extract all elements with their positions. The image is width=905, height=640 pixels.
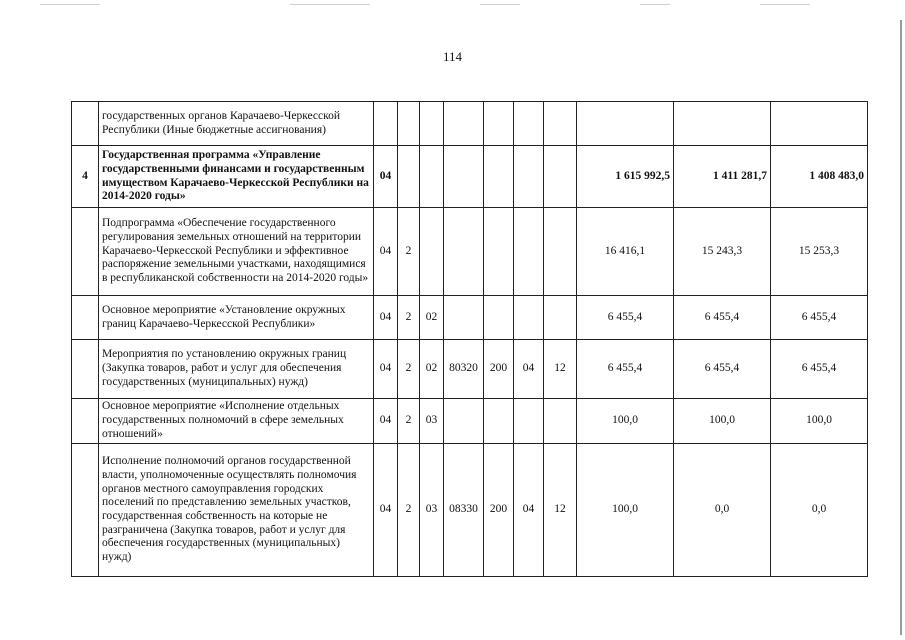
scan-mark: [760, 4, 810, 5]
code-expense-type: [484, 208, 514, 296]
code-subprogram: 2: [398, 340, 420, 399]
table-row: [72, 146, 868, 208]
code-subprogram: 2: [398, 444, 420, 577]
amount-year-3: 0,0: [771, 444, 868, 577]
code-expense-type: 200: [484, 340, 514, 399]
amount-year-1: 100,0: [577, 444, 674, 577]
code-activity: [420, 208, 444, 296]
amount-year-2: 1 411 281,7: [674, 146, 771, 208]
page-number: 114: [442, 49, 463, 64]
amount-year-2: 100,0: [674, 399, 771, 444]
row-name: Исполнение полномочий органов государственной власти, уполномоченные осуществлять полномочия органов местного самоуправления городских поселений по представлению земельных участков, государственная собственность на которые не разграничена (Закупка товаров, работ и услуг для обеспечения государственных (муниципальных) нужд): [99, 444, 374, 577]
amount-year-3: 6 455,4: [771, 340, 868, 399]
code-direction: [444, 146, 484, 208]
code-section: [514, 296, 544, 340]
amount-year-1: 16 416,1: [577, 208, 674, 296]
code-direction: [444, 296, 484, 340]
scan-mark: [480, 4, 520, 5]
code-expense-type: [484, 102, 514, 146]
code-subprogram: [398, 102, 420, 146]
amount-year-1: 6 455,4: [577, 340, 674, 399]
row-name: Основное мероприятие «Установление окружных границ Карачаево-Черкесской Республики»: [99, 296, 374, 340]
code-subsection: 12: [544, 444, 577, 577]
row-index: [72, 208, 99, 296]
table-row: [72, 340, 868, 399]
row-name: Государственная программа «Управление государственными финансами и государственным имуществом Карачаево-Черкесской Республики на 2014-2020 годы»: [99, 146, 374, 208]
code-expense-type: 200: [484, 444, 514, 577]
code-activity: 02: [420, 340, 444, 399]
amount-year-1: [577, 102, 674, 146]
code-subprogram: [398, 146, 420, 208]
table-row: [72, 208, 868, 296]
row-name: государственных органов Карачаево-Черкесской Республики (Иные бюджетные ассигнования): [99, 102, 374, 146]
code-section: [514, 399, 544, 444]
code-program: 04: [374, 146, 398, 208]
code-subsection: [544, 296, 577, 340]
amount-year-3: 15 253,3: [771, 208, 868, 296]
code-expense-type: [484, 399, 514, 444]
amount-year-2: [674, 102, 771, 146]
code-subprogram: 2: [398, 296, 420, 340]
code-program: 04: [374, 296, 398, 340]
code-expense-type: [484, 296, 514, 340]
table-row: [72, 102, 868, 146]
code-subsection: 12: [544, 340, 577, 399]
code-section: [514, 146, 544, 208]
amount-year-1: 1 615 992,5: [577, 146, 674, 208]
amount-year-2: 15 243,3: [674, 208, 771, 296]
code-subsection: [544, 208, 577, 296]
row-index: 4: [72, 146, 99, 208]
code-direction: [444, 208, 484, 296]
scan-mark: [290, 4, 370, 5]
scan-mark: [40, 4, 100, 5]
code-activity: [420, 146, 444, 208]
code-activity: 02: [420, 296, 444, 340]
amount-year-2: 0,0: [674, 444, 771, 577]
code-section: 04: [514, 444, 544, 577]
code-section: 04: [514, 340, 544, 399]
amount-year-3: 100,0: [771, 399, 868, 444]
code-subsection: [544, 399, 577, 444]
code-direction: 08330: [444, 444, 484, 577]
row-name: Основное мероприятие «Исполнение отдельных государственных полномочий в сфере земельных отношений»: [99, 399, 374, 444]
table-row: [72, 444, 868, 577]
code-subsection: [544, 146, 577, 208]
row-name: Подпрограмма «Обеспечение государственного регулирования земельных отношений на территории Карачаево-Черкесской Республики и эффективное распоряжение земельными участками, находящимися в республиканской собственности на 2014-2020 годы»: [99, 208, 374, 296]
code-program: 04: [374, 399, 398, 444]
code-program: 04: [374, 444, 398, 577]
code-direction: [444, 399, 484, 444]
amount-year-2: 6 455,4: [674, 340, 771, 399]
code-activity: 03: [420, 399, 444, 444]
budget-table: [71, 101, 868, 577]
table-row: [72, 399, 868, 444]
amount-year-1: 6 455,4: [577, 296, 674, 340]
scan-mark: [640, 4, 670, 5]
code-program: 04: [374, 340, 398, 399]
row-index: [72, 444, 99, 577]
row-name: Мероприятия по установлению окружных границ (Закупка товаров, работ и услуг для обеспечения государственных (муниципальных) нужд): [99, 340, 374, 399]
code-activity: [420, 102, 444, 146]
amount-year-3: 6 455,4: [771, 296, 868, 340]
table-row: [72, 296, 868, 340]
code-program: [374, 102, 398, 146]
row-index: [72, 296, 99, 340]
code-expense-type: [484, 146, 514, 208]
amount-year-2: 6 455,4: [674, 296, 771, 340]
code-direction: [444, 102, 484, 146]
code-activity: 03: [420, 444, 444, 577]
code-section: [514, 102, 544, 146]
amount-year-1: 100,0: [577, 399, 674, 444]
amount-year-3: [771, 102, 868, 146]
code-direction: 80320: [444, 340, 484, 399]
amount-year-3: 1 408 483,0: [771, 146, 868, 208]
row-index: [72, 102, 99, 146]
code-program: 04: [374, 208, 398, 296]
page-edge-shadow: [900, 20, 902, 635]
code-subsection: [544, 102, 577, 146]
code-subprogram: 2: [398, 399, 420, 444]
code-subprogram: 2: [398, 208, 420, 296]
code-section: [514, 208, 544, 296]
row-index: [72, 399, 99, 444]
row-index: [72, 340, 99, 399]
